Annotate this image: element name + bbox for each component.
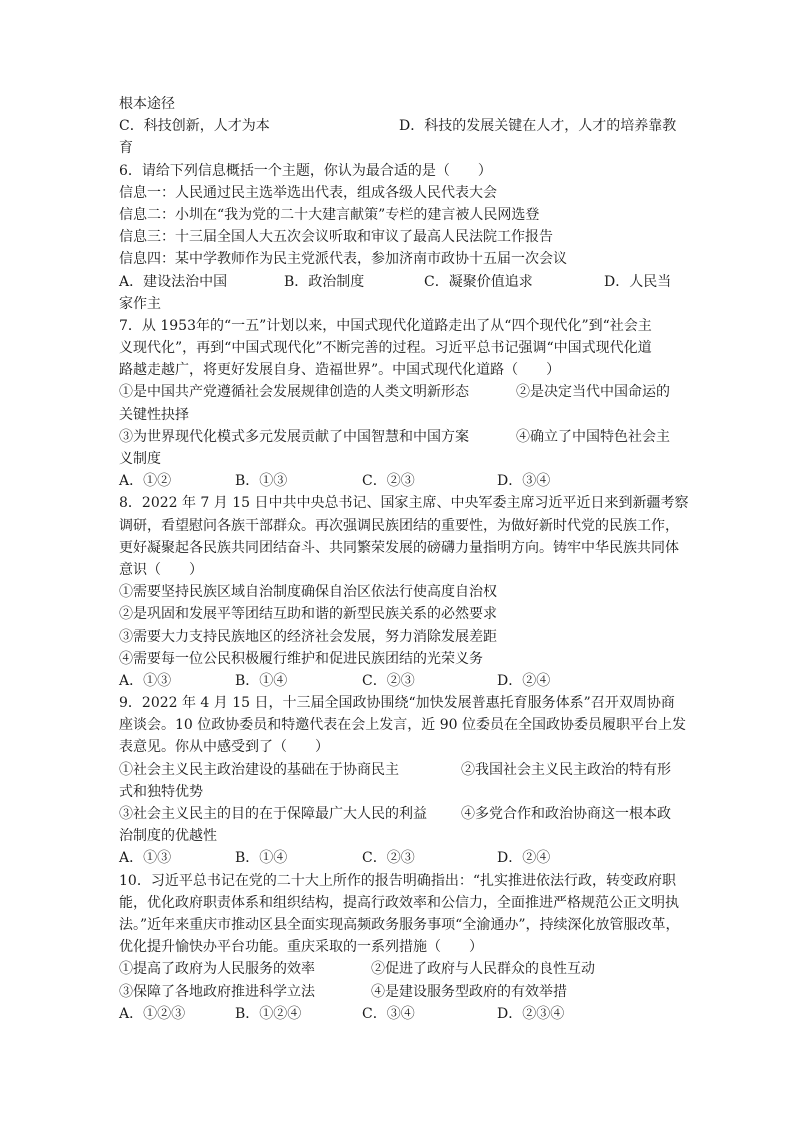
text-line: 治制度的优越性 [119,828,217,845]
option-a: A．建设法治中国 [119,273,228,290]
statement: ③社会主义民主的目的在于保障最广大人民的利益 [119,806,427,822]
option-row [119,1003,679,1025]
option-row [119,271,679,293]
option-d: D．人民当 [604,273,672,290]
option-row [119,115,679,137]
text-line: 信息一：人民通过民主选举选出代表，组成各级人民代表大会 [119,184,497,201]
question-stem: 6．请给下列信息概括一个主题，你认为最合适的是（ ） [119,162,492,179]
text-line: 座谈会。10 位政协委员和特邀代表在会上发言，近 90 位委员在全国政协委员履职平台上发 [119,717,686,734]
option-b: B．①②④ [235,1005,302,1022]
option-c: C．②③ [362,473,415,490]
question-stem: 8．2022 年 7 月 15 日中共中央总书记、国家主席、中央军委主席习近平近日来到新疆考察 [119,495,689,512]
text-line: 义制度 [119,451,161,467]
question-content [119,93,689,1025]
statement: ④多党合作和政治协商这一根本政 [461,806,671,822]
statement: ②是巩固和发展平等团结互助和谐的新型民族关系的必然要求 [119,606,497,623]
statement-row [119,759,679,781]
option-c: C．③④ [362,1005,415,1022]
statement: ③需要大力支持民族地区的经济社会发展，努力消除发展差距 [119,628,497,645]
option-a: A．①② [119,473,172,490]
statement: ②我国社会主义民主政治的特有形 [461,761,671,778]
text-line: 家作主 [119,295,161,312]
text-line: 育 [119,140,133,157]
statement: ④需要每一位公民积极履行维护和促进民族团结的光荣义务 [119,650,483,667]
option-a: A．①②③ [119,1005,186,1022]
text-line: 路越走越广，将更好发展自身、造福世界”。中国式现代化道路（ ） [119,362,561,379]
question-stem: 7．从 1953年的“一五”计划以来，中国式现代化道路走出了从“四个现代化”到“社会主 [119,317,652,334]
option-b: B．①④ [235,672,288,689]
text-line: 更好凝聚起各民族共同团结奋斗、共同繁荣发展的磅礴力量指明方向。铸牢中华民族共同体 [119,539,679,556]
question-stem: 9．2022 年 4 月 15 日，十三届全国政协围绕“加快发展普惠托育服务体系”召开双周协商 [119,695,675,712]
statement: ③为世界现代化模式多元发展贡献了中国智慧和中国方案 [119,428,469,445]
text-line: 义现代化”，再到“中国式现代化”不断完善的过程。习近平总书记强调“中国式现代化道 [119,340,652,357]
text-line: 根本途径 [119,96,175,112]
option-b: B．政治制度 [284,273,365,290]
text-line: 能，优化政府职责体系和组织结构，提高行政效率和公信力，全面推进严格规范公正文明执 [119,894,679,911]
statement-row [119,426,679,448]
option-row [119,470,679,492]
text-line: 法。”近年来重庆市推动区县全面实现高频政务服务事项“全渝通办”，持续深化放管服改革， [119,916,680,933]
text-line: 式和独特优势 [119,783,203,800]
option-c: C．凝聚价值追求 [424,273,533,290]
option-d: D．②④ [497,672,551,689]
option-d: D．科技的发展关键在人才，人才的培养靠教 [399,118,677,135]
option-a: A．①③ [119,672,172,689]
statement: ①提高了政府为人民服务的效率 [119,961,315,978]
statement: ③保障了各地政府推进科学立法 [119,983,315,1000]
statement: ②是决定当代中国命运的 [516,384,670,401]
option-b: B．①④ [235,850,288,867]
option-row [119,847,679,869]
text-line: 信息四：某中学教师作为民主党派代表，参加济南市政协十五届一次会议 [119,251,567,268]
statement: ④确立了中国特色社会主 [516,428,670,445]
text-line: 优化提升愉快办平台功能。重庆采取的一系列措施（ ） [119,939,483,956]
option-a: A．①③ [119,850,172,867]
text-line: 信息三：十三届全国人大五次会议听取和审议了最高人民法院工作报告 [119,229,553,246]
option-c: C．②③ [362,850,415,867]
text-line: 信息二：小圳在“我为党的二十大建言献策”专栏的建言被人民网选登 [119,206,540,223]
statement: ①社会主义民主政治建设的基础在于协商民主 [119,761,399,778]
option-d: D．③④ [497,473,551,490]
statement-row [119,381,679,403]
option-d: D．②④ [497,850,551,867]
statement-row [119,958,679,980]
statement: ①是中国共产党遵循社会发展规律创造的人类文明新形态 [119,384,469,401]
option-row [119,670,679,692]
statement-row [119,803,679,825]
option-c: C．科技创新，人才为本 [119,118,270,135]
text-line: 表意见。你从中感受到了（ ） [119,739,329,756]
statement-row [119,981,679,1003]
statement: ④是建设服务型政府的有效举措 [371,983,567,1000]
option-d: D．②③④ [497,1005,565,1022]
option-c: C．②③ [362,672,415,689]
text-line: 意识（ ） [119,561,203,578]
statement: ①需要坚持民族区域自治制度确保自治区依法行使高度自治权 [119,584,497,601]
text-line: 关键性抉择 [119,406,189,423]
statement: ②促进了政府与人民群众的良性互动 [371,961,595,978]
question-stem: 10．习近平总书记在党的二十大上所作的报告明确指出：“扎实推进依法行政，转变政府职 [119,872,676,889]
text-line: 调研，看望慰问各族干部群众。再次强调民族团结的重要性，为做好新时代党的民族工作， [119,517,679,534]
option-b: B．①③ [235,473,288,490]
